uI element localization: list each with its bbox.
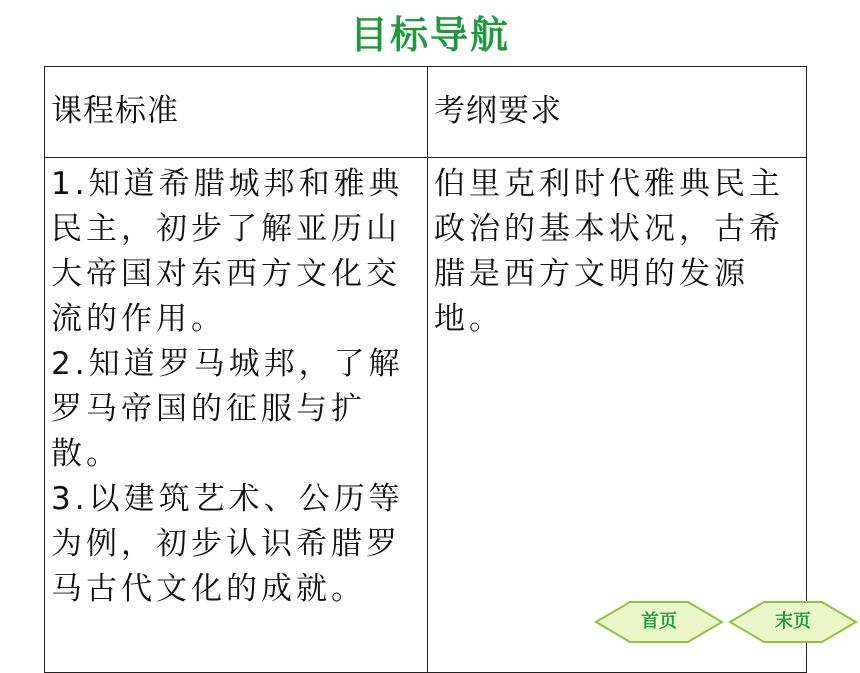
table-row	[45, 158, 807, 673]
standard-item-3: 3.以建筑艺术、公历等为例，初步认识希腊罗马古代文化的成就。	[51, 481, 404, 607]
page-title: 目标导航	[349, 13, 510, 57]
course-standards-cell	[45, 158, 428, 673]
header-course-standards: 课程标准	[45, 67, 428, 158]
header-exam-requirements: 考纲要求	[428, 67, 807, 158]
exam-requirements-cell: 伯里克利时代雅典民主政治的基本状况，古希腊是西方文明的发源地。	[428, 158, 807, 673]
table-header-row	[45, 67, 807, 158]
end-button[interactable]	[728, 598, 858, 646]
home-button[interactable]	[594, 598, 724, 646]
end-button-label: 末页	[775, 611, 811, 632]
standard-item-1: 1.知道希腊城邦和雅典民主，初步了解亚历山大帝国对东西方文化交流的作用。	[51, 166, 404, 337]
standard-item-2: 2.知道罗马城邦，了解罗马帝国的征服与扩散。	[51, 346, 404, 472]
standards-table	[44, 66, 807, 673]
home-button-label: 首页	[641, 611, 677, 632]
